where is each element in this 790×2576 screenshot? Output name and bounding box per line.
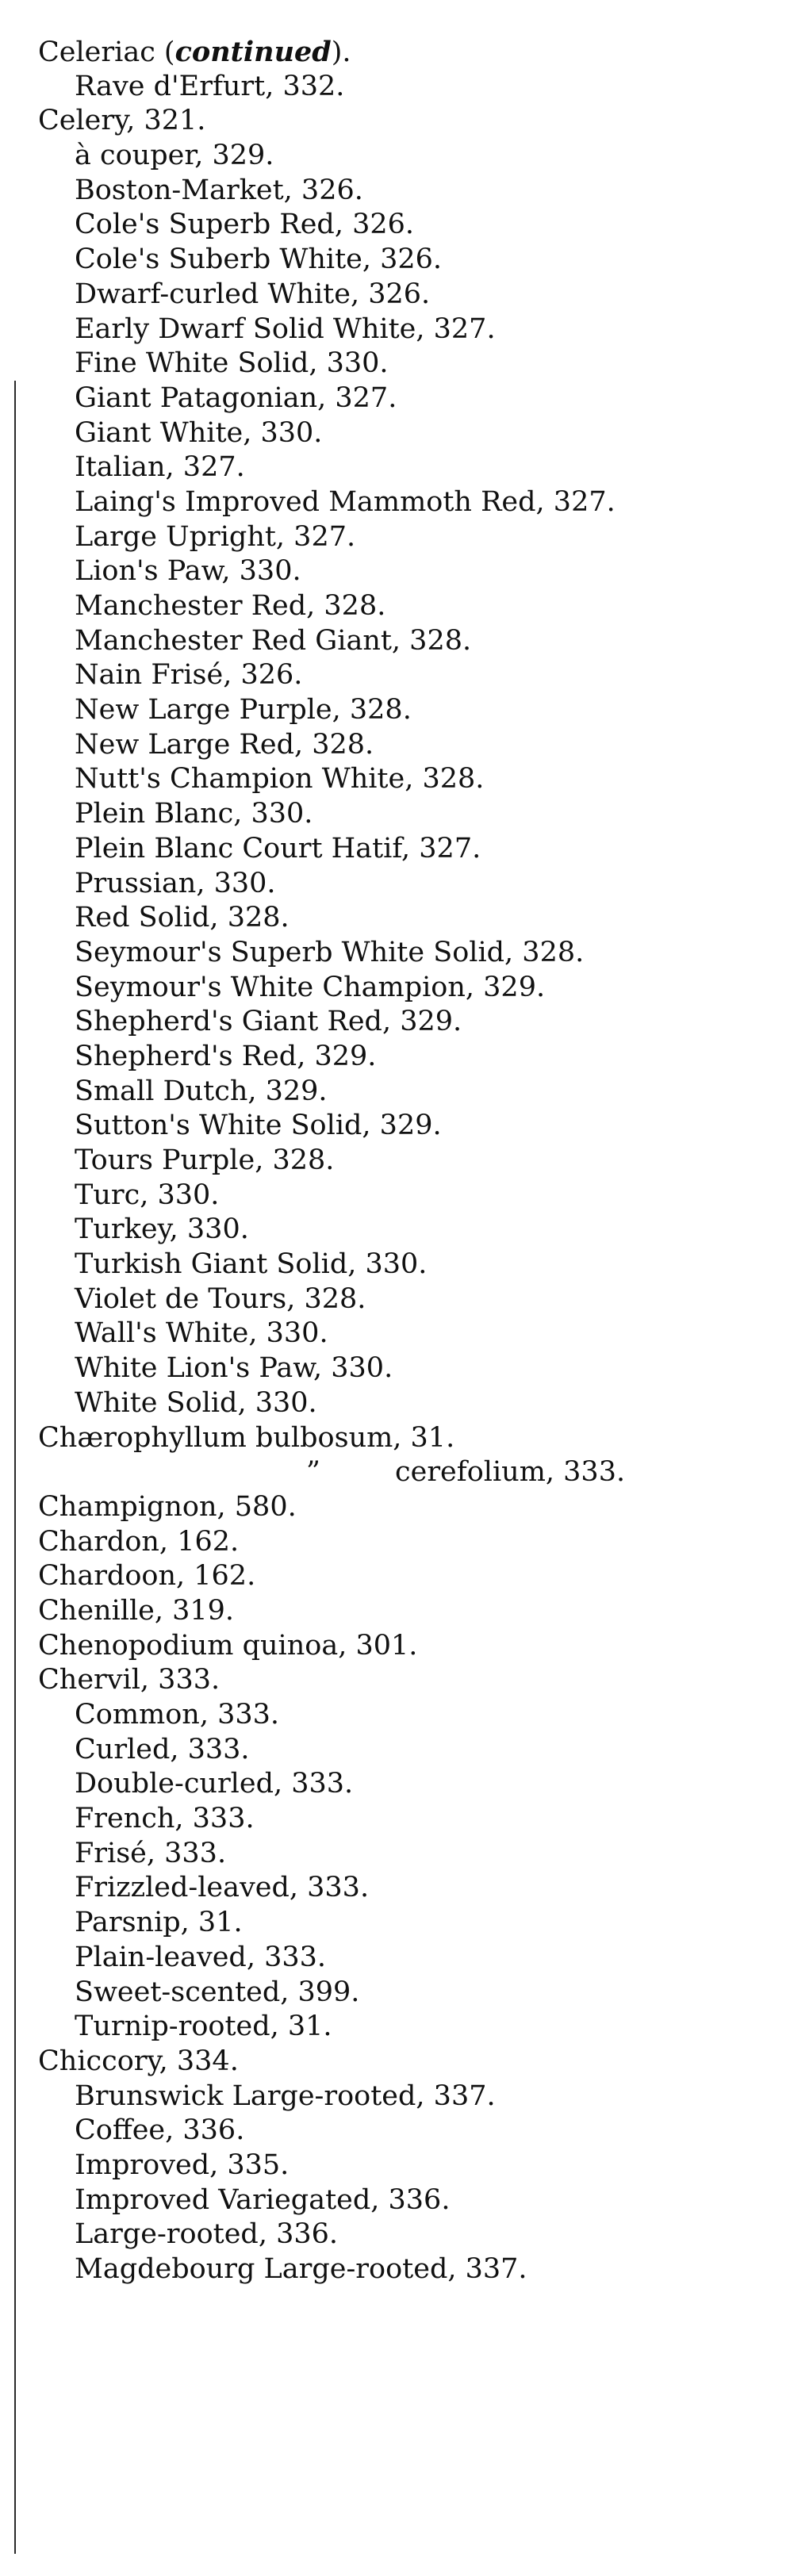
index-entry-text: Sutton's White Solid, 329. bbox=[75, 1110, 442, 1142]
index-subentry bbox=[38, 1733, 768, 1768]
index-entry-text: Parsnip, 31. bbox=[75, 1907, 243, 1939]
index-entry-text: Chardon, 162. bbox=[38, 1525, 240, 1558]
index-entry-text: Chenopodium quinoa, 301. bbox=[38, 1629, 418, 1662]
index-entry-text: Frizzled-leaved, 333. bbox=[75, 1872, 370, 1904]
index-entry-text: Common, 333. bbox=[75, 1699, 280, 1731]
index-subentry bbox=[38, 1386, 768, 1421]
index-entry-text: Turc, 330. bbox=[75, 1179, 220, 1211]
index-entry-text: Small Dutch, 329. bbox=[75, 1075, 328, 1107]
index-entry-text: Giant White, 330. bbox=[75, 416, 323, 449]
index-subentry bbox=[38, 936, 768, 971]
index-entry-text: Plein Blanc, 330. bbox=[75, 798, 313, 830]
index-entry-text: Red Solid, 328. bbox=[75, 902, 290, 934]
index-heading bbox=[38, 1421, 768, 1456]
index-entry-text: Prussian, 330. bbox=[75, 867, 276, 899]
index-entry-text: Early Dwarf Solid White, 327. bbox=[75, 312, 496, 345]
index-subentry bbox=[38, 1040, 768, 1075]
index-entry-text: New Large Red, 328. bbox=[75, 728, 374, 761]
index-entry-text: Manchester Red, 328. bbox=[75, 590, 386, 622]
index-entry-text: Large Upright, 327. bbox=[75, 520, 356, 553]
index-entry-text: Wall's White, 330. bbox=[75, 1317, 328, 1350]
index-subentry bbox=[38, 1802, 768, 1837]
index-subentry bbox=[38, 2149, 768, 2183]
ditto-mark: ” bbox=[306, 1456, 320, 1489]
index-subentry bbox=[38, 658, 768, 693]
index-entry-text: Brunswick Large-rooted, 337. bbox=[75, 2080, 496, 2112]
index-heading bbox=[38, 1525, 768, 1560]
index-subentry bbox=[38, 1109, 768, 1144]
index-entry-text: Tours Purple, 328. bbox=[75, 1144, 335, 1176]
index-subentry bbox=[38, 2080, 768, 2114]
index-entry-text: Cole's Suberb White, 326. bbox=[75, 243, 443, 276]
index-entry-text: New Large Purple, 328. bbox=[75, 694, 412, 726]
index-subentry bbox=[38, 1179, 768, 1213]
index-heading bbox=[38, 2045, 768, 2080]
index-subentry bbox=[38, 2218, 768, 2252]
index-entry-text: Magdebourg Large-rooted, 337. bbox=[75, 2253, 527, 2285]
index-entry-text: Chiccory, 334. bbox=[38, 2045, 239, 2077]
index-subentry bbox=[38, 243, 768, 278]
index-entry-text: Double-curled, 333. bbox=[75, 1768, 354, 1800]
index-subentry bbox=[38, 867, 768, 902]
index-subentry bbox=[38, 1282, 768, 1317]
italic-note: continued bbox=[174, 36, 332, 68]
index-entry-text: Dwarf-curled White, 326. bbox=[75, 278, 431, 310]
index-subentry bbox=[38, 485, 768, 520]
index-entry-text: Chardoon, 162. bbox=[38, 1560, 256, 1593]
index-entry-text: Lion's Paw, 330. bbox=[75, 555, 301, 588]
index-entry-text: Boston-Market, 326. bbox=[75, 174, 363, 206]
index-entry-text: ). bbox=[331, 36, 351, 68]
index-heading bbox=[38, 35, 768, 70]
index-subentry bbox=[38, 762, 768, 797]
index-subentry bbox=[38, 2114, 768, 2149]
index-entry-text: French, 333. bbox=[75, 1803, 255, 1835]
index-entry-text: Celeriac ( bbox=[38, 36, 175, 68]
index-entry-text: Turkish Giant Solid, 330. bbox=[75, 1248, 428, 1281]
index-subentry bbox=[38, 832, 768, 867]
index-subentry bbox=[38, 416, 768, 451]
index-subentry bbox=[38, 693, 768, 728]
index-heading bbox=[38, 1594, 768, 1629]
index-subentry bbox=[38, 1351, 768, 1386]
index-subentry bbox=[38, 971, 768, 1006]
index-entry-text: Seymour's Superb White Solid, 328. bbox=[75, 936, 585, 968]
index-entry-text: Shepherd's Giant Red, 329. bbox=[75, 1006, 462, 1038]
index-subentry bbox=[38, 901, 768, 936]
index-subentry bbox=[38, 520, 768, 555]
index-entry-text: Plein Blanc Court Hatif, 327. bbox=[75, 832, 481, 864]
index-subentry bbox=[38, 2252, 768, 2287]
index-entry-text: à couper, 329. bbox=[75, 140, 274, 172]
index-subentry bbox=[38, 1941, 768, 1976]
index-entry-text: Nain Frisé, 326. bbox=[75, 659, 303, 692]
index-entry-text: Giant Patagonian, 327. bbox=[75, 381, 397, 414]
index-subentry bbox=[38, 2183, 768, 2218]
index-subentry bbox=[38, 347, 768, 381]
index-heading bbox=[38, 1559, 768, 1594]
index-entry-text: cerefolium, 333. bbox=[395, 1456, 626, 1489]
index-subentry bbox=[38, 1075, 768, 1110]
index-subentry bbox=[38, 1698, 768, 1733]
index-subentry bbox=[38, 1906, 768, 1941]
index-subentry bbox=[38, 208, 768, 243]
index-entry-text: Fine White Solid, 330. bbox=[75, 347, 389, 380]
index-entry-text: Chenille, 319. bbox=[38, 1594, 235, 1627]
index-heading bbox=[38, 1490, 768, 1525]
index-list bbox=[38, 35, 768, 2287]
index-entry-text: Laing's Improved Mammoth Red, 327. bbox=[75, 485, 616, 518]
index-subentry bbox=[38, 70, 768, 105]
index-entry-text: Italian, 327. bbox=[75, 451, 245, 484]
index-subentry bbox=[38, 589, 768, 624]
index-entry-text: Improved, 335. bbox=[75, 2149, 290, 2181]
index-subentry bbox=[38, 1317, 768, 1351]
index-entry-text: Large-rooted, 336. bbox=[75, 2218, 339, 2251]
index-entry-text: Coffee, 336. bbox=[75, 2114, 245, 2147]
index-entry-text: White Lion's Paw, 330. bbox=[75, 1352, 393, 1385]
index-subentry bbox=[38, 139, 768, 174]
index-subentry bbox=[38, 1871, 768, 1906]
index-subentry bbox=[38, 1767, 768, 1802]
index-entry-text: Improved Variegated, 336. bbox=[75, 2183, 451, 2216]
index-entry-text: Shepherd's Red, 329. bbox=[75, 1040, 377, 1072]
index-subentry bbox=[38, 797, 768, 832]
index-heading bbox=[38, 1663, 768, 1698]
index-subentry bbox=[38, 1005, 768, 1040]
index-entry-text: Turnip-rooted, 31. bbox=[75, 2011, 332, 2043]
index-entry-text: Champignon, 580. bbox=[38, 1490, 297, 1523]
index-entry-text: Curled, 333. bbox=[75, 1733, 250, 1765]
index-entry-text: Chærophyllum bulbosum, 31. bbox=[38, 1421, 455, 1454]
index-subentry bbox=[38, 278, 768, 312]
index-subentry bbox=[38, 1976, 768, 2011]
index-subentry bbox=[38, 554, 768, 589]
index-heading bbox=[38, 104, 768, 139]
index-subentry bbox=[38, 174, 768, 209]
index-subentry bbox=[38, 624, 768, 659]
index-subentry bbox=[38, 1248, 768, 1282]
index-subentry bbox=[38, 1144, 768, 1179]
index-entry-text: Frisé, 333. bbox=[75, 1837, 227, 1869]
index-subentry bbox=[38, 381, 768, 416]
index-subentry bbox=[38, 2010, 768, 2045]
index-subentry bbox=[38, 450, 768, 485]
index-entry-text: Rave d'Erfurt, 332. bbox=[75, 70, 345, 102]
index-entry-text: Nutt's Champion White, 328. bbox=[75, 763, 485, 795]
index-subentry bbox=[38, 1837, 768, 1872]
index-entry-text: Chervil, 333. bbox=[38, 1664, 221, 1696]
index-entry-text: Turkey, 330. bbox=[75, 1213, 249, 1246]
index-subentry bbox=[38, 728, 768, 763]
index-heading bbox=[38, 1629, 768, 1664]
index-entry-text: Manchester Red Giant, 328. bbox=[75, 624, 472, 657]
index-entry-text: Plain-leaved, 333. bbox=[75, 1941, 327, 1973]
index-subentry bbox=[38, 312, 768, 347]
index-subentry bbox=[38, 1455, 768, 1490]
index-entry-text: Seymour's White Champion, 329. bbox=[75, 971, 546, 1003]
index-entry-text: Celery, 321. bbox=[38, 105, 206, 137]
index-entry-text: Sweet-scented, 399. bbox=[75, 1976, 360, 2008]
index-entry-text: White Solid, 330. bbox=[75, 1386, 317, 1419]
column-rule bbox=[14, 381, 16, 2554]
index-entry-text: Violet de Tours, 328. bbox=[75, 1282, 366, 1315]
index-entry-text: Cole's Superb Red, 326. bbox=[75, 209, 415, 241]
index-subentry bbox=[38, 1213, 768, 1248]
